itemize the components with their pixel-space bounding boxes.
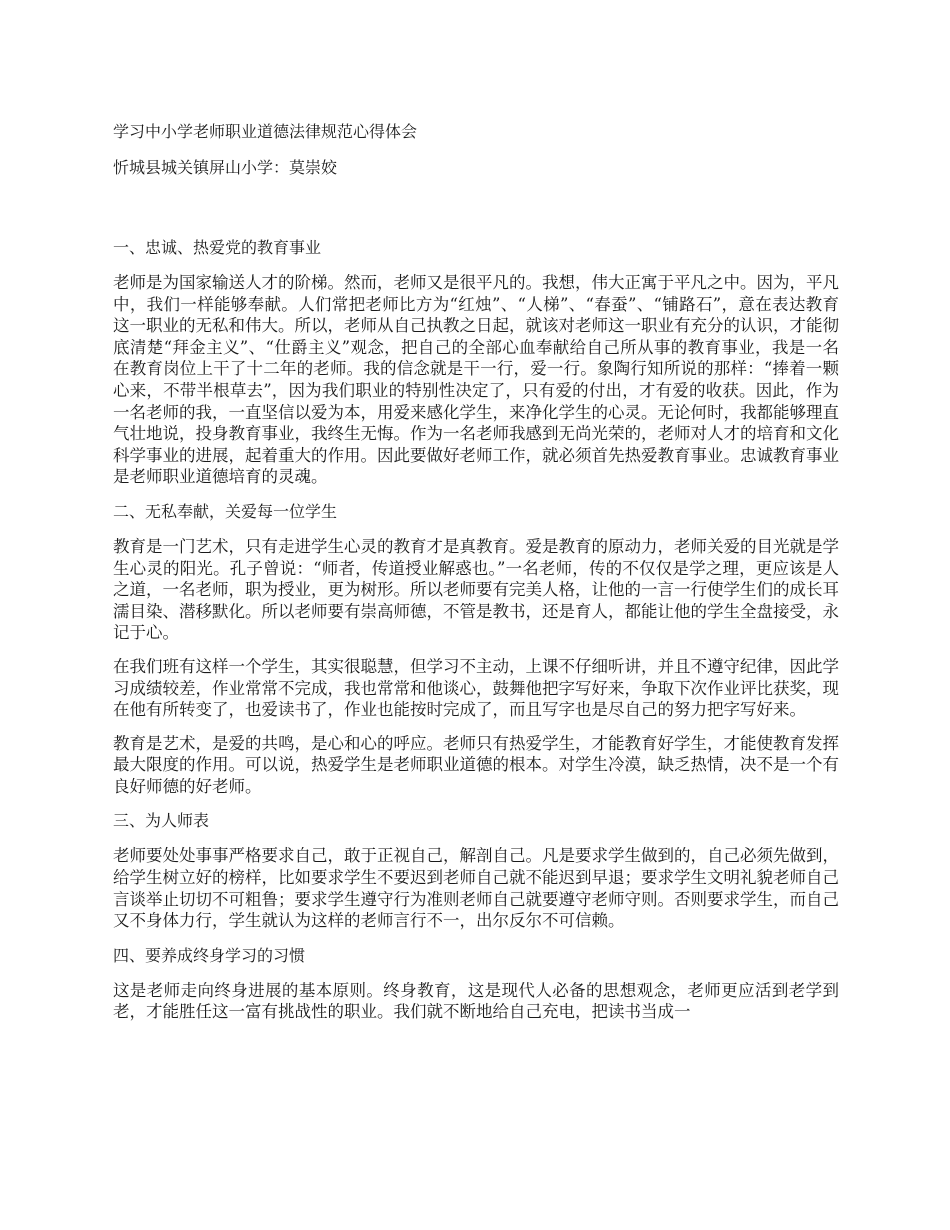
- section-heading-1: 一、忠诚、热爱党的教育事业: [113, 238, 322, 257]
- section-2-paragraph-3: 教育是艺术，是爱的共鸣，是心和心的呼应。老师只有热爱学生，才能教育好学生，才能使教育发挥最大限度的作用。可以说，热爱学生是老师职业道德的根本。对学生冷漠，缺乏热情，决不是一个有良好师德的好老师。: [113, 733, 839, 796]
- section-heading-4: 四、要养成终身学习的习惯: [113, 945, 306, 965]
- document-title: 学习中小学老师职业道德法律规范心得体会: [113, 122, 418, 141]
- section-2-paragraph-1: 教育是一门艺术，只有走进学生心灵的教育才是真教育。爱是教育的原动力，老师关爱的目光就是学生心灵的阳光。孔子曾说：“师者，传道授业解惑也。”一名老师，传的不仅仅是学之理，更应该是人之道，一名老师，职为授业，更为树形。所以老师要有完美人格，让他的一言一行使学生们的成长耳濡目染、潜移默化。所以老师要有崇高师德，不管是教书，还是育人，都能让他的学生全盘接受，永记于心。: [113, 536, 839, 643]
- section-2-paragraph-2: 在我们班有这样一个学生，其实很聪慧，但学习不主动，上课不仔细听讲，并且不遵守纪律，因此学习成绩较差，作业常常不完成，我也常常和他谈心，鼓舞他把字写好来，争取下次作业评比获奖，现在他有所转变了，也爱读书了，作业也能按时完成了，而且写字也是尽自己的努力把字写好来。: [113, 656, 839, 720]
- section-heading-2: 二、无私奉献，关爱每一位学生: [113, 501, 338, 521]
- section-3-paragraph-1: 老师要处处事事严格要求自己，敢于正视自己，解剖自己。凡是要求学生做到的，自己必须先做到，给学生树立好的榜样，比如要求学生不要迟到老师自己就不能迟到早退；要求学生文明礼貌老师自己言谈举止切切不可粗鲁；要求学生遵守行为准则老师自己就要遵守老师守则。否则要求学生，而自己又不身体力行，学生就认为这样的老师言行不一，出尔反尔不可信赖。: [113, 846, 839, 931]
- section-4-paragraph-1: 这是老师走向终身进展的基本原则。终身教育，这是现代人必备的思想观念，老师更应活到老学到老，才能胜任这一富有挑战性的职业。我们就不断地给自己充电，把读书当成一: [113, 980, 839, 1022]
- section-1-paragraph-1: 老师是为国家输送人才的阶梯。然而，老师又是很平凡的。我想，伟大正寓于平凡之中。因为，平凡中，我们一样能够奉献。人们常把老师比方为“红烛”、“人梯”、“春蚕”、“铺路石”，意在表达教育这一职业的无私和伟大。所以，老师从自己执教之日起，就该对老师这一职业有充分的认识，才能彻底清楚“拜金主义”、“仕爵主义”观念，把自己的全部心血奉献给自己所从事的教育事业，我是一名在教育岗位上干了十二年的老师。我的信念就是干一行，爱一行。象陶行知所说的那样：“捧着一颗心来，不带半根草去”，因为我们职业的特别性决定了，只有爱的付出，才有爱的收获。因此，作为一名老师的我，一直坚信以爱为本，用爱来感化学生，来净化学生的心灵。无论何时，我都能够理直气壮地说，投身教育事业，我终生无悔。作为一名老师我感到无尚光荣的，老师对人才的培育和文化科学事业的进展，起着重大的作用。因此要做好老师工作，就必须首先热爱教育事业。忠诚教育事业是老师职业道德培育的灵魂。: [113, 273, 839, 487]
- document-page: [113, 120, 839, 1035]
- document-author: 忻城县城关镇屏山小学：莫崇姣: [113, 158, 338, 177]
- section-heading-3: 三、为人师表: [113, 811, 210, 831]
